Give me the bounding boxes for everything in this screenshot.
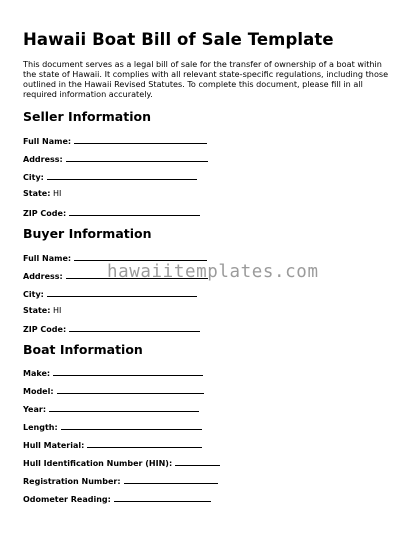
buyer-section-heading: Buyer Information [23, 226, 152, 241]
boat-length-field [23, 421, 202, 433]
boat-model-field [23, 385, 204, 397]
boat-year-blank[interactable] [49, 403, 199, 412]
boat-registration-blank[interactable] [124, 475, 218, 484]
boat-odometer-label: Odometer Reading: [23, 495, 111, 504]
buyer-state-field [23, 306, 61, 316]
buyer-city-blank[interactable] [47, 288, 197, 297]
seller-zip-field [23, 207, 200, 219]
intro-paragraph: This document serves as a legal bill of sale for the transfer of ownership of a boat within the state of Hawaii. It complies with all relevant state-specific regulations, including those outlined in the Hawaii Revised Statutes. To complete this document, please fill in all required information accurately. [23, 59, 389, 99]
buyer-zip-blank[interactable] [69, 323, 200, 332]
boat-registration-label: Registration Number: [23, 477, 121, 486]
buyer-full-name-label: Full Name: [23, 254, 72, 263]
watermark: hawaiitemplates.com [107, 262, 319, 282]
buyer-city-label: City: [23, 290, 44, 299]
boat-year-label: Year: [23, 405, 47, 414]
boat-year-field [23, 403, 199, 415]
seller-city-blank[interactable] [47, 171, 197, 180]
boat-hin-blank[interactable] [175, 457, 220, 466]
boat-hin-label: Hull Identification Number (HIN): [23, 459, 173, 468]
seller-section-heading: Seller Information [23, 109, 151, 124]
buyer-address-label: Address: [23, 272, 63, 281]
seller-full-name-field [23, 135, 207, 147]
boat-length-label: Length: [23, 423, 58, 432]
boat-make-field [23, 367, 203, 379]
seller-address-blank[interactable] [66, 153, 208, 162]
seller-address-field [23, 153, 208, 165]
seller-full-name-blank[interactable] [74, 135, 207, 144]
seller-city-label: City: [23, 173, 44, 182]
boat-odometer-blank[interactable] [114, 493, 211, 502]
boat-hin-field [23, 457, 220, 469]
buyer-full-name-blank[interactable] [74, 252, 207, 261]
page-title: Hawaii Boat Bill of Sale Template [23, 30, 334, 49]
boat-registration-field [23, 475, 218, 487]
buyer-city-field [23, 288, 197, 300]
boat-hull-material-field [23, 439, 202, 451]
boat-section-heading: Boat Information [23, 342, 143, 357]
buyer-state-value: HI [52, 306, 62, 315]
buyer-state-label: State: [23, 306, 51, 315]
boat-hull-material-label: Hull Material: [23, 441, 85, 450]
seller-zip-label: ZIP Code: [23, 209, 67, 218]
boat-model-blank[interactable] [57, 385, 204, 394]
seller-address-label: Address: [23, 155, 63, 164]
seller-zip-blank[interactable] [69, 207, 200, 216]
seller-state-label: State: [23, 189, 51, 198]
boat-make-blank[interactable] [53, 367, 203, 376]
seller-state-field [23, 189, 61, 199]
boat-odometer-field [23, 493, 211, 505]
boat-model-label: Model: [23, 387, 54, 396]
boat-length-blank[interactable] [61, 421, 202, 430]
seller-full-name-label: Full Name: [23, 137, 72, 146]
seller-city-field [23, 171, 197, 183]
buyer-zip-label: ZIP Code: [23, 325, 67, 334]
boat-hull-material-blank[interactable] [87, 439, 202, 448]
buyer-zip-field [23, 323, 200, 335]
seller-state-value: HI [52, 189, 62, 198]
boat-make-label: Make: [23, 369, 51, 378]
